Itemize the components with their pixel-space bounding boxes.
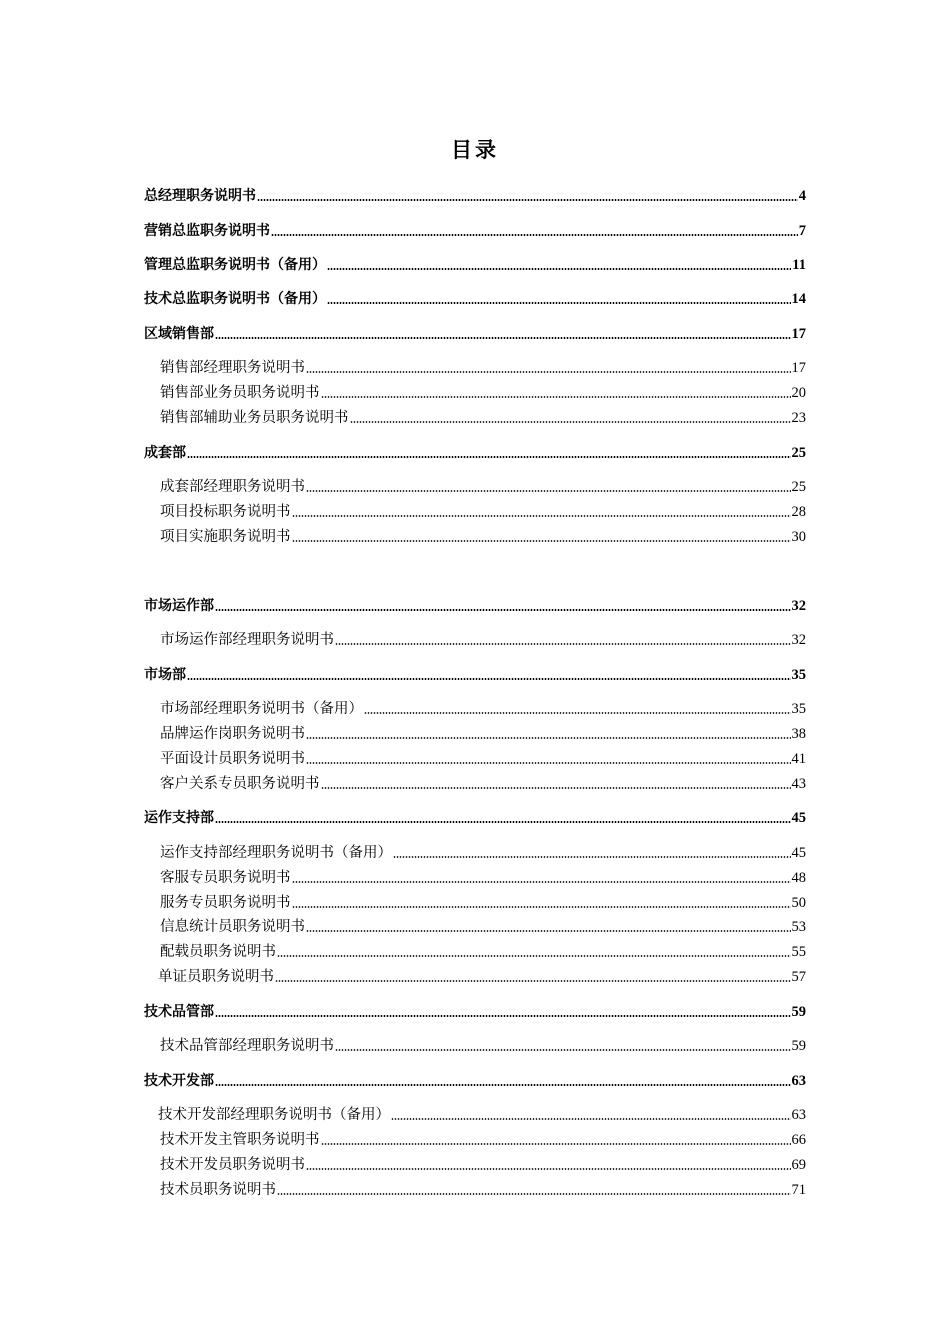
toc-entry[interactable]	[144, 255, 806, 275]
toc-entry-text: 平面设计员职务说明书	[160, 751, 305, 767]
toc-entry[interactable]	[144, 808, 806, 828]
toc-entry[interactable]	[158, 967, 806, 987]
toc-entry-text: 技术开发主管职务说明书	[160, 1132, 320, 1148]
dot-leader	[306, 761, 791, 765]
dot-leader	[292, 880, 791, 884]
dot-leader	[215, 820, 791, 824]
toc-entry-page: 69	[791, 1157, 806, 1173]
toc-entry[interactable]	[160, 358, 806, 378]
dot-leader	[306, 736, 791, 740]
toc-entry[interactable]	[160, 502, 806, 522]
toc-entry-text: 项目投标职务说明书	[160, 504, 291, 520]
toc-entry-page: 41	[791, 751, 806, 767]
dot-leader	[321, 395, 791, 399]
toc-entry-page: 48	[791, 870, 806, 886]
toc-entry-text: 技术总监职务说明书（备用）	[144, 291, 326, 307]
dot-leader	[215, 1014, 791, 1018]
toc-entry-page: 25	[791, 445, 806, 461]
toc-entry[interactable]	[160, 1130, 806, 1150]
toc-entry-text: 管理总监职务说明书（备用）	[144, 257, 326, 273]
toc-entry[interactable]	[144, 221, 806, 241]
toc-entry-text: 运作支持部经理职务说明书（备用）	[160, 845, 392, 861]
toc-entry-text: 客服专员职务说明书	[160, 870, 291, 886]
toc-entry-page: 25	[791, 479, 806, 495]
dot-leader	[306, 1167, 791, 1171]
dot-leader	[215, 1083, 791, 1087]
toc-entry[interactable]	[160, 527, 806, 547]
dot-leader	[306, 929, 791, 933]
dot-leader	[187, 455, 791, 459]
toc-entry[interactable]	[160, 893, 806, 913]
toc-entry-page: 4	[798, 188, 806, 204]
toc-entry-text: 区域销售部	[144, 326, 214, 342]
toc-entry-text: 市场运作部经理职务说明书	[160, 632, 334, 648]
toc-entry-page: 30	[791, 529, 806, 545]
toc-entry[interactable]	[160, 724, 806, 744]
dot-leader	[292, 539, 791, 543]
dot-leader	[327, 301, 791, 305]
dot-leader	[335, 642, 791, 646]
toc-entry-page: 53	[791, 919, 806, 935]
toc-entry[interactable]	[160, 942, 806, 962]
toc-entry[interactable]	[160, 1036, 806, 1056]
page-title: 目录	[451, 137, 499, 162]
toc-entry-text: 客户关系专员职务说明书	[160, 776, 320, 792]
toc-entry-text: 信息统计员职务说明书	[160, 919, 305, 935]
dot-leader	[393, 855, 791, 859]
toc-entry-text: 成套部	[144, 445, 186, 461]
toc-entry[interactable]	[144, 1071, 806, 1091]
toc-entry-page: 43	[791, 776, 806, 792]
toc-entry-page: 20	[791, 385, 806, 401]
toc-entry-page: 63	[791, 1073, 806, 1089]
toc-entry-text: 技术品管部经理职务说明书	[160, 1038, 334, 1054]
toc-entry-page: 11	[792, 257, 806, 273]
toc-entry-page: 17	[791, 360, 806, 376]
toc-entry[interactable]	[144, 186, 806, 206]
toc-entry-text: 品牌运作岗职务说明书	[160, 726, 305, 742]
toc-entry-page: 59	[791, 1038, 806, 1054]
toc-entry-text: 市场运作部	[144, 598, 214, 614]
toc-entry-page: 32	[791, 632, 806, 648]
toc-entry[interactable]	[160, 383, 806, 403]
toc-entry[interactable]	[160, 1180, 806, 1200]
dot-leader	[306, 489, 791, 493]
dot-leader	[187, 677, 791, 681]
dot-leader	[391, 1117, 791, 1121]
toc-entry-page: 35	[791, 667, 806, 683]
toc-entry[interactable]	[160, 1155, 806, 1175]
toc-entry-page: 7	[798, 223, 806, 239]
toc-entry-page: 35	[791, 701, 806, 717]
toc-entry[interactable]	[144, 1002, 806, 1022]
dot-leader	[292, 905, 791, 909]
toc-entry-text: 技术开发员职务说明书	[160, 1157, 305, 1173]
toc-entry-text: 技术开发部经理职务说明书（备用）	[158, 1107, 390, 1123]
dot-leader	[257, 198, 798, 202]
toc-entry[interactable]	[144, 289, 806, 309]
toc-entry-page: 66	[791, 1132, 806, 1148]
toc-entry-page: 23	[791, 410, 806, 426]
toc-entry-text: 服务专员职务说明书	[160, 895, 291, 911]
dot-leader	[292, 514, 791, 518]
toc-entry-text: 销售部经理职务说明书	[160, 360, 305, 376]
toc-entry-text: 技术员职务说明书	[160, 1182, 276, 1198]
toc-entry[interactable]	[160, 630, 806, 650]
toc-entry-text: 技术品管部	[144, 1004, 214, 1020]
toc-entry-text: 市场部	[144, 667, 186, 683]
toc-entry-page: 17	[791, 326, 806, 342]
dot-leader	[277, 954, 791, 958]
toc-entry[interactable]	[160, 868, 806, 888]
dot-leader	[350, 420, 791, 424]
toc-entry-text: 单证员职务说明书	[158, 969, 274, 985]
dot-leader	[275, 979, 791, 983]
toc-entry-text: 营销总监职务说明书	[144, 223, 270, 239]
toc-entry[interactable]	[144, 443, 806, 463]
toc-entry[interactable]	[160, 843, 806, 863]
dot-leader	[321, 1142, 791, 1146]
dot-leader	[321, 786, 791, 790]
toc-entry-text: 销售部业务员职务说明书	[160, 385, 320, 401]
dot-leader	[215, 336, 791, 340]
toc-entry-page: 45	[791, 810, 806, 826]
toc-entry[interactable]	[160, 699, 806, 719]
toc-entry-text: 成套部经理职务说明书	[160, 479, 305, 495]
toc-entry-page: 38	[791, 726, 806, 742]
dot-leader	[271, 233, 798, 237]
dot-leader	[215, 608, 791, 612]
dot-leader	[277, 1192, 791, 1196]
toc-entry[interactable]	[144, 596, 806, 616]
toc-entry[interactable]	[160, 749, 806, 769]
dot-leader	[364, 711, 791, 715]
toc-entry-page: 45	[791, 845, 806, 861]
toc-entry-text: 运作支持部	[144, 810, 214, 826]
toc-entry[interactable]	[160, 477, 806, 497]
toc-entry-text: 项目实施职务说明书	[160, 529, 291, 545]
toc-entry[interactable]	[144, 324, 806, 344]
toc-entry-page: 63	[791, 1107, 806, 1123]
toc-entry-text: 销售部辅助业务员职务说明书	[160, 410, 349, 426]
toc-entry[interactable]	[144, 665, 806, 685]
dot-leader	[306, 370, 791, 374]
toc-entry-text: 市场部经理职务说明书（备用）	[160, 701, 363, 717]
toc-entry-page: 14	[791, 291, 806, 307]
toc-entry-text: 技术开发部	[144, 1073, 214, 1089]
dot-leader	[327, 267, 791, 271]
dot-leader	[335, 1048, 791, 1052]
toc-entry[interactable]	[158, 1105, 806, 1125]
toc-entry-page: 57	[791, 969, 806, 985]
toc-entry-page: 50	[791, 895, 806, 911]
toc-entry-page: 32	[791, 598, 806, 614]
toc-entry-page: 28	[791, 504, 806, 520]
toc-entry-page: 59	[791, 1004, 806, 1020]
toc-entry-page: 55	[791, 944, 806, 960]
toc-entry[interactable]	[160, 408, 806, 428]
toc-entry-page: 71	[791, 1182, 806, 1198]
toc-entry[interactable]	[160, 774, 806, 794]
toc-entry-text: 配载员职务说明书	[160, 944, 276, 960]
toc-entry-text: 总经理职务说明书	[144, 188, 256, 204]
toc-entry[interactable]	[160, 917, 806, 937]
